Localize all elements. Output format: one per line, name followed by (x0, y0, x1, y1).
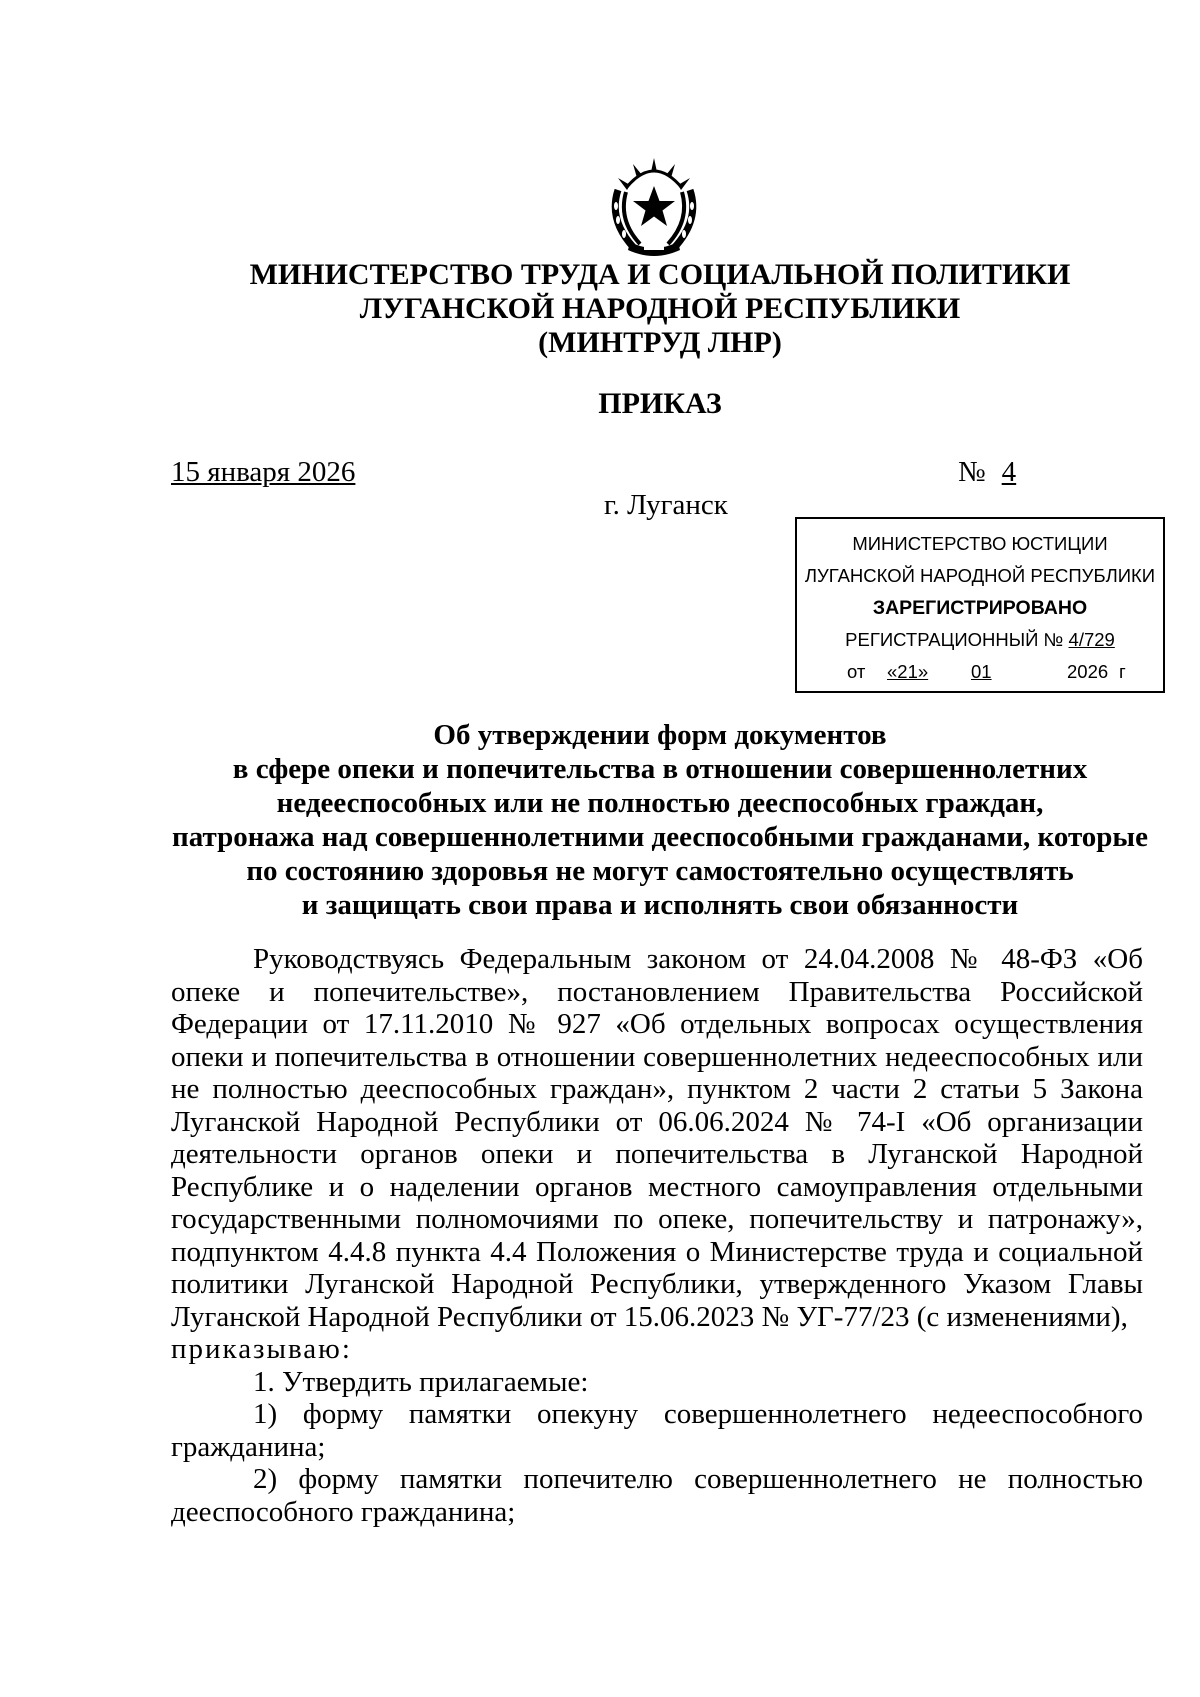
command-word: приказываю: (171, 1333, 352, 1365)
item-1: 1. Утвердить прилагаемые: (253, 1365, 589, 1398)
subject-line-3: недееспособных или не полностью дееспособных граждан, (276, 787, 1044, 819)
preamble-paragraph: Руководствуясь Федеральным законом от 24.04.2008 № 48-ФЗ «Об опеке и попечительстве», постановлением Правительства Российской Федерации от 17.11.2010 № 927 «Об отдельных вопросах осуществления опеки и попечительства в отношении совершеннолетних недееспособных или не полностью дееспособных граждан», пунктом 2 части 2 статьи 5 Закона Луганской Народной Республики от 06.06.2024 № 74-I «Об организации деятельности органов опеки и попечительства в Луганской Народной Республике и о наделении органов местного самоуправления отдельными государственными полномочиями по опеке, попечительству и патронажу», подпунктом 4.4.8 пункта 4.4 Положения о Министерстве труда и социальной политики Луганской Народной Республики, утвержденного Указом Главы Луганской Народной Республики от 15.06.2023 № УГ-77/23 (с изменениями), (171, 943, 1143, 1333)
order-number (958, 455, 1016, 489)
sub-item-1: 1) форму памятки опекуну совершеннолетнего недееспособного гражданина; (171, 1398, 1143, 1463)
subject-line-1: Об утверждении форм документов (433, 719, 887, 751)
reg-year-suffix: г (1119, 661, 1126, 682)
reg-day: «21» (887, 661, 929, 682)
subject-line-4: патронажа над совершеннолетними дееспособными гражданами, которые (172, 821, 1148, 853)
number-label: № (958, 456, 986, 488)
ministry-line-1: МИНИСТЕРСТВО ТРУДА И СОЦИАЛЬНОЙ ПОЛИТИКИ (249, 258, 1071, 291)
order-date: 15 января 2026 (171, 456, 356, 488)
stamp-line-1: МИНИСТЕРСТВО ЮСТИЦИИ (852, 533, 1108, 554)
subject-line-2: в сфере опеки и попечительства в отношении совершеннолетних (232, 753, 1088, 785)
ministry-line-2: ЛУГАНСКОЙ НАРОДНОЙ РЕСПУБЛИКИ (359, 292, 961, 325)
sub-item-2: 2) форму памятки попечителю совершеннолетнего не полностью дееспособного гражданина; (171, 1463, 1143, 1528)
number-value: 4 (1001, 456, 1017, 488)
reg-year: 2026 (1067, 661, 1109, 682)
subject-line-6: и защищать свои права и исполнять свои обязанности (301, 889, 1019, 921)
registration-stamp (795, 517, 1165, 693)
subject-line-5: по состоянию здоровья не могут самостоятельно осуществлять (246, 855, 1074, 887)
stamp-status: ЗАРЕГИСТРИРОВАНО (872, 597, 1088, 619)
stamp-reg-number (797, 629, 1163, 651)
stamp-reg-date (797, 661, 1163, 685)
order-body (171, 943, 1143, 1528)
document-type: ПРИКАЗ (598, 387, 722, 420)
city: г. Луганск (604, 489, 728, 521)
ministry-line-3: (МИНТРУД ЛНР) (538, 326, 782, 359)
from-label: от (847, 661, 866, 682)
reg-month: 01 (971, 661, 992, 682)
coat-of-arms-icon (600, 150, 708, 258)
order-subject (0, 718, 1200, 922)
reg-number: 4/729 (1068, 629, 1115, 650)
stamp-line-2: ЛУГАНСКОЙ НАРОДНОЙ РЕСПУБЛИКИ (804, 565, 1156, 586)
reg-label: РЕГИСТРАЦИОННЫЙ № (845, 629, 1064, 650)
ministry-name (0, 258, 1200, 360)
